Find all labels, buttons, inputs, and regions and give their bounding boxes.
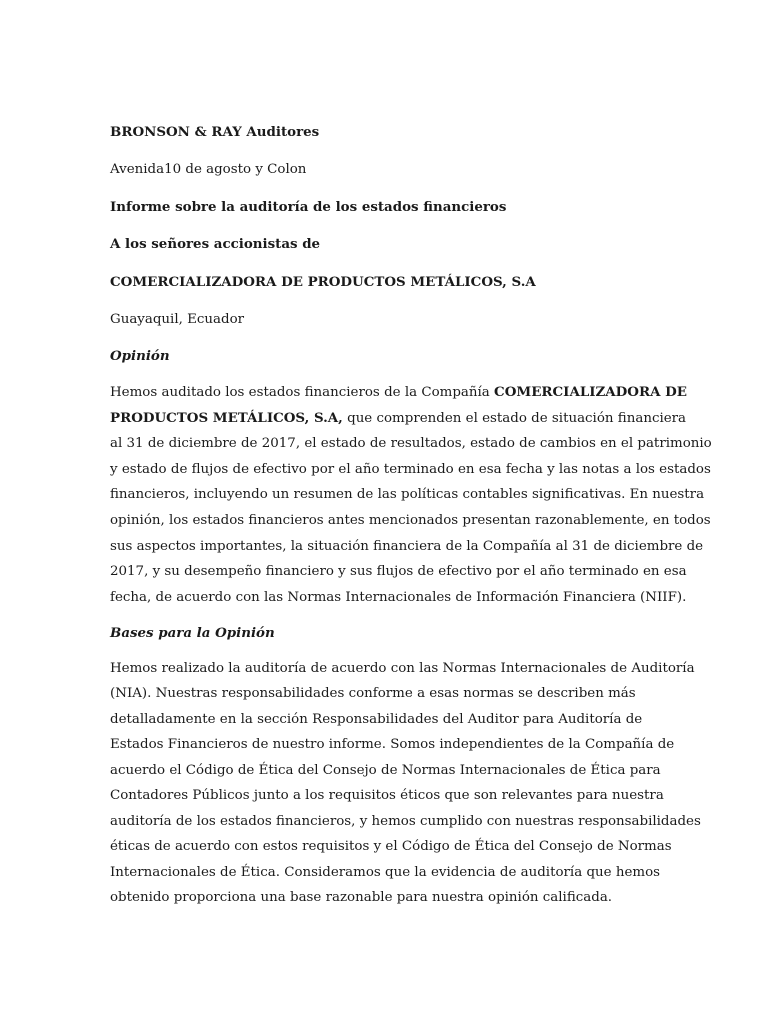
bases-line: Internacionales de Ética. Consideramos que la evidencia de auditoría que hemos [110,864,661,880]
opinion-line: y estado de flujos de efectivo por el año terminado en esa fecha y las notas a los estados [110,461,711,477]
bases-line: Estados Financieros de nuestro informe. Somos independientes de la Compañía de [110,737,675,753]
bases-line: éticas de acuerdo con estos requisitos y el Código de Ética del Consejo de Normas [110,839,672,855]
bases-paragraph [110,656,701,911]
opinion-line: al 31 de diciembre de 2017, el estado de resultados, estado de cambios en el patrimonio [110,436,712,452]
opinion-line: fecha, de acuerdo con las Normas Internacionales de Información Financiera (NIIF). [110,589,687,605]
addressee: A los señores accionistas de [110,236,321,252]
bases-line: detalladamente en la sección Responsabilidades del Auditor para Auditoría de [110,711,643,727]
bases-line: obtenido proporciona una base razonable para nuestra opinión calificada. [110,890,613,906]
opinion-line: Hemos auditado los estados financieros de la Compañía COMERCIALIZADORA DE [110,384,687,400]
opinion-line: 2017, y su desempeño financiero y sus flujos de efectivo por el año terminado en esa [110,564,687,580]
bases-line: Contadores Públicos junto a los requisitos éticos que son relevantes para nuestra [110,788,664,804]
firm-name: BRONSON & RAY Auditores [110,124,320,140]
location: Guayaquil, Ecuador [110,312,245,327]
opinion-line: opinión, los estados financieros antes mencionados presentan razonablemente, en todos [110,512,711,528]
bases-line: acuerdo el Código de Ética del Consejo de Normas Internacionales de Ética para [110,762,661,778]
bases-line: (NIA). Nuestras responsabilidades conforme a esas normas se describen más [110,686,636,702]
bases-heading: Bases para la Opinión [110,625,275,641]
opinion-paragraph [110,380,712,610]
firm-address: Avenida10 de agosto y Colon [110,162,307,177]
opinion-heading: Opinión [110,348,170,364]
opinion-line: PRODUCTOS METÁLICOS, S.A, que comprenden el estado de situación financiera [110,409,687,426]
opinion-line: sus aspectos importantes, la situación financiera de la Compañía al 31 de diciembre de [110,538,704,554]
bases-line: auditoría de los estados financieros, y hemos cumplido con nuestras responsabilidades [110,813,701,829]
bases-line: Hemos realizado la auditoría de acuerdo con las Normas Internacionales de Auditoría [110,661,695,676]
company-name: COMERCIALIZADORA DE PRODUCTOS METÁLICOS, S.A [110,274,536,290]
report-title: Informe sobre la auditoría de los estados financieros [110,199,507,215]
opinion-line: financieros, incluyendo un resumen de las políticas contables significativas. En nuestra [110,487,705,503]
